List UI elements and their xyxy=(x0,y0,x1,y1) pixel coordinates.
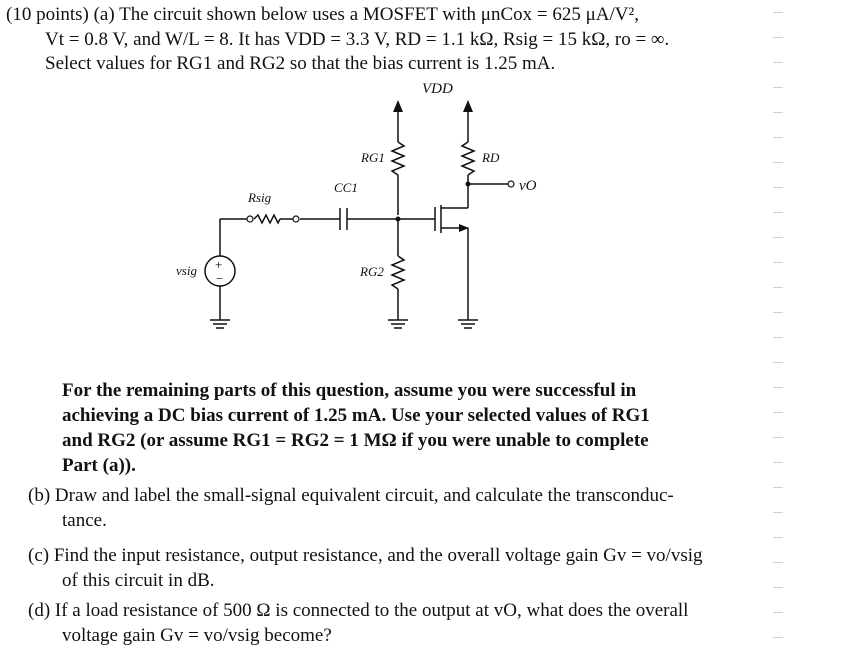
vdd-label: VDD xyxy=(422,81,453,97)
mosfet-circuit-diagram xyxy=(150,80,537,350)
margin-rule xyxy=(773,562,783,563)
plus-sign: + xyxy=(215,257,223,272)
vdd-arrow-left xyxy=(393,100,403,112)
margin-rule xyxy=(773,187,783,188)
margin-rule xyxy=(773,287,783,288)
rg1-label: RG1 xyxy=(361,150,385,165)
rd-resistor xyxy=(462,142,474,175)
assumption-line-4: Part (a)). xyxy=(62,455,136,476)
margin-rule xyxy=(773,37,783,38)
part-c-line-1: (c) Find the input resistance, output resistance, and the overall voltage gain Gv = vo/vsig xyxy=(28,545,703,566)
margin-rule xyxy=(773,612,783,613)
rg2-label: RG2 xyxy=(360,264,384,279)
margin-rule xyxy=(773,437,783,438)
assumption-line-1: For the remaining parts of this question, assume you were successful in xyxy=(62,380,637,401)
margin-rule xyxy=(773,62,783,63)
part-d-line-2: voltage gain Gv = vo/vsig become? xyxy=(62,625,332,646)
part-c-line-2: of this circuit in dB. xyxy=(62,570,215,591)
margin-rule xyxy=(773,637,783,638)
margin-rule xyxy=(773,237,783,238)
minus-sign: − xyxy=(216,271,224,286)
margin-rule xyxy=(773,162,783,163)
drain-junction-dot xyxy=(466,182,471,187)
rg1-resistor xyxy=(392,142,404,175)
part-b-line-1: (b) Draw and label the small-signal equivalent circuit, and calculate the transconduc- xyxy=(28,485,674,506)
cc1-label: CC1 xyxy=(334,180,358,195)
problem-header-line-2: Vt = 0.8 V, and W/L = 8. It has VDD = 3.3 V, RD = 1.1 kΩ, Rsig = 15 kΩ, ro = ∞. xyxy=(45,29,670,50)
vo-terminal xyxy=(508,181,514,187)
gate-junction-dot xyxy=(396,217,401,222)
margin-rule xyxy=(773,212,783,213)
margin-rule xyxy=(773,512,783,513)
margin-rule xyxy=(773,387,783,388)
assumption-line-2: achieving a DC bias current of 1.25 mA. Use your selected values of RG1 xyxy=(62,405,650,426)
assumption-line-3: and RG2 (or assume RG1 = RG2 = 1 MΩ if you were unable to complete xyxy=(62,430,649,451)
vdd-arrow-right xyxy=(463,100,473,112)
margin-rule xyxy=(773,87,783,88)
rd-label: RD xyxy=(482,150,500,165)
problem-header-line-3: Select values for RG1 and RG2 so that the bias current is 1.25 mA. xyxy=(45,53,556,74)
margin-rule xyxy=(773,462,783,463)
margin-rule xyxy=(773,262,783,263)
margin-rule xyxy=(773,537,783,538)
margin-rule xyxy=(773,137,783,138)
part-b-line-2: tance. xyxy=(62,510,107,531)
rsig-terminal xyxy=(247,216,253,222)
margin-rule xyxy=(773,337,783,338)
margin-rule xyxy=(773,587,783,588)
margin-rule xyxy=(773,12,783,13)
rsig-label: Rsig xyxy=(248,190,272,205)
margin-rule xyxy=(773,312,783,313)
rsig-resistor xyxy=(254,215,280,223)
cc1-terminal xyxy=(293,216,299,222)
margin-rule xyxy=(773,487,783,488)
margin-rule xyxy=(773,112,783,113)
problem-header-line-1: (10 points) (a) The circuit shown below uses a MOSFET with μnCox = 625 μA/V², xyxy=(6,4,639,25)
rg2-resistor xyxy=(392,256,404,289)
part-d-line-1: (d) If a load resistance of 500 Ω is connected to the output at vO, what does the overall xyxy=(28,600,689,621)
margin-rule xyxy=(773,412,783,413)
vsig-label: vsig xyxy=(176,263,197,278)
margin-rule xyxy=(773,362,783,363)
vo-label: vO xyxy=(519,178,537,194)
